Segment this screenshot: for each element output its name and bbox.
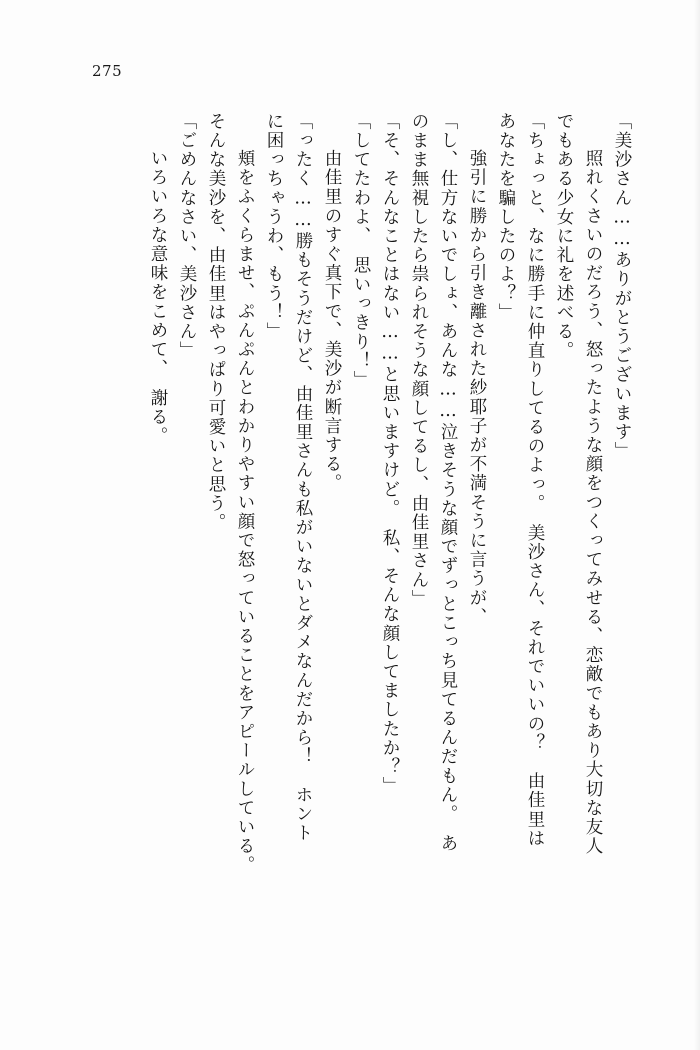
text-line: 「してたわよ、 思いっきり！」: [351, 112, 371, 390]
text-line: 「そ、そんなことはない……と思いますけど。 私、そんな顔してましたか？」: [380, 112, 400, 796]
text-line: 照れくさいのだろう、怒ったような顔をつくってみせる、恋敵でもあり大切な友人: [583, 130, 603, 856]
text-line: 頬をふくらませ、ぷんぷんとわかりやすい顔で怒っていることをアピールしている。: [235, 130, 255, 875]
text-line: いろいろな意味をこめて、 謝る。: [148, 130, 168, 446]
text-line: あなたを騙したのよ？」: [496, 112, 516, 323]
text-line: のまま無視したら祟られそうな顔してるし、由佳里さん」: [409, 112, 429, 609]
text-line: 強引に勝から引き離された紗耶子が不満そうに言うが、: [467, 130, 487, 627]
text-line: 「ちょっと、なに勝手に仲直りしてるのよっ。 美沙さん、それでいいの？ 由佳里は: [525, 112, 545, 849]
text-line: 由佳里のすぐ真下で、美沙が断言する。: [322, 130, 342, 493]
vertical-text-block: [70, 112, 630, 1002]
text-line: 「ごめんなさい、美沙さん」: [177, 112, 197, 361]
text-line: 「ったく……勝もそうだけど、由佳里さんも私がいないとダメなんだから！ ホント: [293, 112, 313, 843]
text-line: でもある少女に礼を述べる。: [554, 112, 574, 361]
text-line: に困っちゃうわ、もう！」: [264, 112, 284, 342]
text-line: そんな美沙を、由佳里はやっぱり可愛いと思う。: [206, 112, 226, 533]
page-edge-shadow: [694, 0, 700, 1050]
page-number: 275: [92, 62, 123, 80]
text-line: 「し、仕方ないでしょ、あんな……泣きそうな顔でずっとこっち見てるんだもん。 あ: [438, 112, 458, 854]
text-line: 「美沙さん……ありがとうございます」: [612, 112, 632, 461]
